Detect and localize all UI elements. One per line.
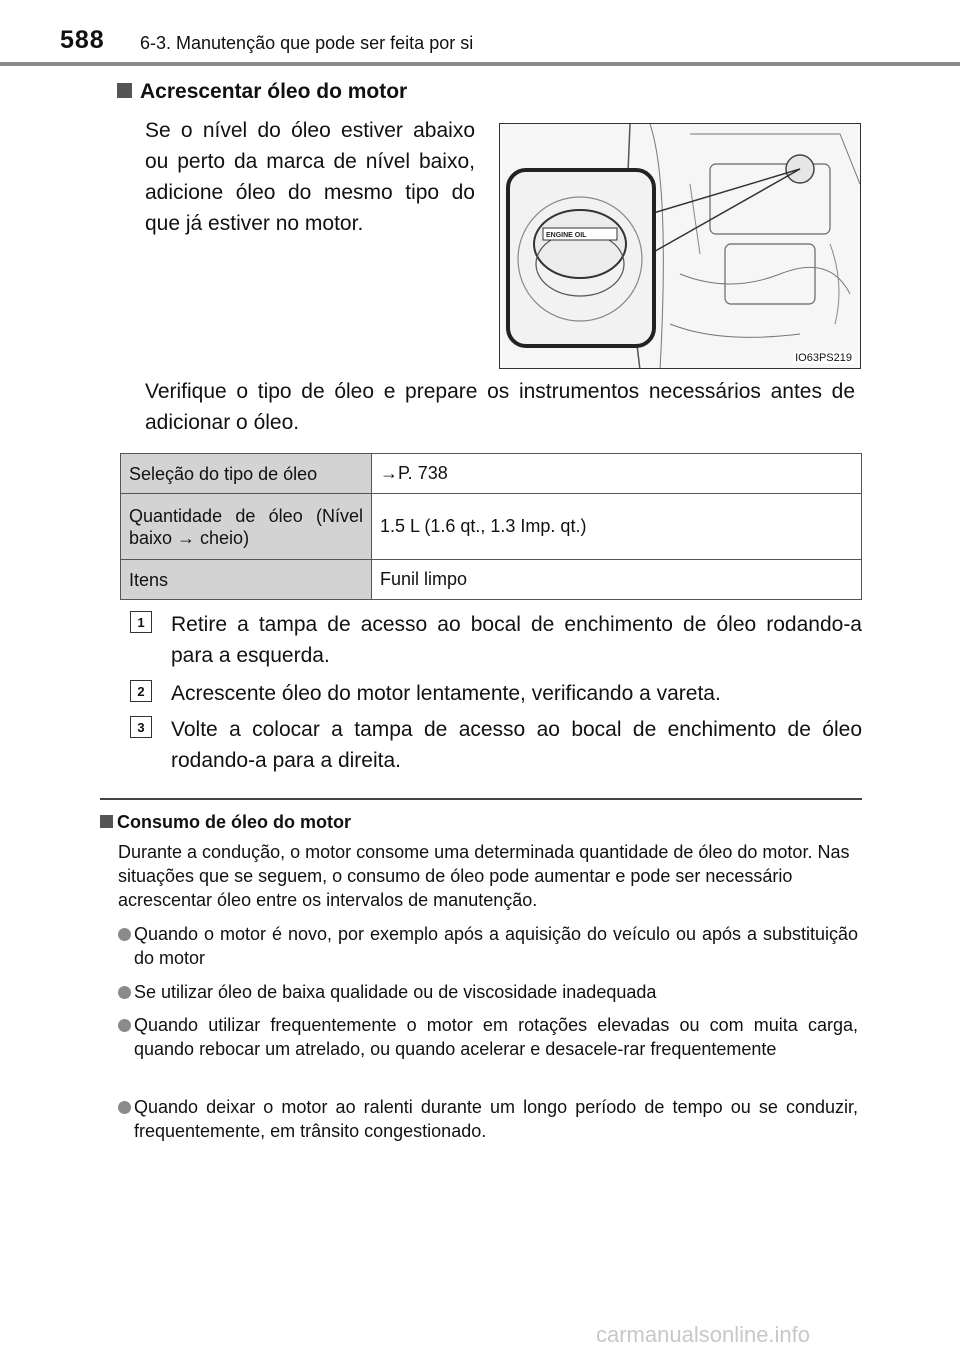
section-header: 6-3. Manutenção que pode ser feita por si: [140, 33, 474, 53]
table-row: [121, 454, 862, 494]
table-cell-label: Seleção do tipo de óleo: [121, 454, 372, 494]
engine-bay-drawing: [500, 124, 861, 369]
list-item-text: Quando o motor é novo, por exemplo após a aquisição do veículo ou após a substituição do motor: [134, 924, 858, 968]
step-number: 3: [130, 716, 152, 738]
step-text: Acrescente óleo do motor lentamente, verificando a vareta.: [171, 682, 721, 705]
square-bullet-icon: [100, 815, 113, 828]
list-item-text: Quando deixar o motor ao ralenti durante um longo período de tempo ou se conduzir, frequentemente, em trânsito congestionado.: [134, 1097, 858, 1141]
section-divider: [100, 798, 862, 800]
list-item-text: Quando utilizar frequentemente o motor em rotações elevadas ou com muita carga, quando rebocar um atrelado, ou quando acelerar e desacele-rar frequentemente: [134, 1015, 858, 1059]
table-row: [121, 494, 862, 560]
table-row: [121, 560, 862, 600]
list-item-text: Se utilizar óleo de baixa qualidade ou de viscosidade inadequada: [134, 982, 657, 1002]
intro-text: Se o nível do óleo estiver abaixo ou perto da marca de nível baixo, adicione óleo do mesmo tipo do que já estiver no motor.: [145, 119, 475, 235]
watermark: carmanualsonline.info: [596, 1322, 811, 1347]
bullet-dot-icon: [118, 928, 131, 941]
bullet-dot-icon: [118, 1101, 131, 1114]
bullet-dot-icon: [118, 1019, 131, 1032]
step-item: [130, 609, 862, 671]
section-title-text: Acrescentar óleo do motor: [140, 80, 408, 103]
step-text: Volte a colocar a tampa de acesso ao bocal de enchimento de óleo rodando-a para a direita.: [171, 718, 862, 772]
list-item: [118, 1095, 858, 1143]
square-bullet-icon: [117, 83, 132, 98]
list-item: [118, 980, 858, 1004]
section-title: [117, 80, 407, 104]
note-title: [100, 812, 351, 833]
table-cell-value: 1.5 L (1.6 qt., 1.3 Imp. qt.): [372, 494, 862, 560]
table-cell-label: Quantidade de óleo (Nível baixo → cheio): [121, 494, 372, 560]
note-paragraph: Durante a condução, o motor consome uma determinada quantidade de óleo do motor. Nas situações que se seguem, o consumo de óleo pode aumentar e pode ser necessário acrescentar óleo entre os intervalos de manutenção.: [118, 842, 850, 910]
page-number: 588: [60, 26, 105, 54]
step-text: Retire a tampa de acesso ao bocal de enchimento de óleo rodando-a para a esquerda.: [171, 613, 862, 667]
table-cell-value: →P. 738: [372, 454, 862, 494]
figure-code: IO63PS219: [795, 352, 852, 364]
bullet-dot-icon: [118, 986, 131, 999]
list-item: [118, 922, 858, 970]
verify-text: Verifique o tipo de óleo e prepare os instrumentos necessários antes de adicionar o óleo.: [145, 380, 855, 434]
table-cell-value: Funil limpo: [372, 560, 862, 600]
note-title-text: Consumo de óleo do motor: [117, 812, 351, 832]
step-number: 1: [130, 611, 152, 633]
list-item: [118, 1013, 858, 1061]
engine-oil-cap-illustration: [499, 123, 861, 369]
step-item: [130, 714, 862, 776]
header-rule: [0, 62, 960, 66]
step-number: 2: [130, 680, 152, 702]
table-cell-label: Itens: [121, 560, 372, 600]
step-item: [130, 678, 862, 709]
cap-label: ENGINE OIL: [546, 232, 587, 239]
oil-info-table: [120, 453, 862, 600]
